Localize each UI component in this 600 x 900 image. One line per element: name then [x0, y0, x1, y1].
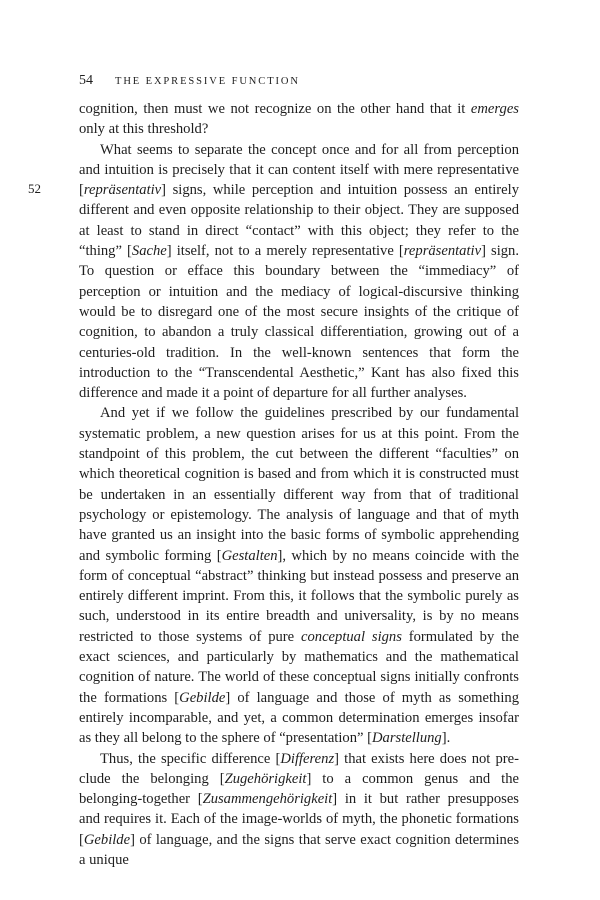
text-run: ] to a common genus and the belonging-together [ [79, 770, 519, 808]
paragraph [79, 403, 519, 748]
italic-term: emerges [470, 101, 519, 117]
text-run: only at this threshold? [79, 121, 209, 138]
running-title: THE EXPRESSIVE FUNCTION [115, 76, 300, 87]
text-run: ] itself, not to a merely representative [ [166, 243, 404, 260]
text-run: ] sign. To question or efface this boundary between the “immediacy” of perception or intuition and the mediacy of logical-discursive thinking would be to disregard one of the most secure insights of the critique of cognition, to abandon a truly classical differentiation, growing out of a centuries-old tradition. In the well-known sentences that form the introduction to the “Transcendental Aesthetic,” Kant has also fixed this difference and made it a point of departure for all further analyses. [79, 243, 519, 402]
body-text [79, 99, 519, 870]
text-run: And yet if we follow the guidelines prescribed by our fundamental systematic problem, a new question arises for us at this point. From the standpoint of this problem, the cut between the different “faculties” on which theoretical cognition is based and from which it is constructed must be undertaken in an essentially different way from that of traditional psychology or epistemology. The analysis of language and that of myth have granted us an insight into the basic forms of symbolic apprehending and symbolic forming [ [79, 405, 519, 564]
italic-term: repräsentativ [83, 182, 162, 199]
text-run: ], which by no means coincide with the form of conceptual “abstract” thinking but instead possess and preserve an entirely different imprint. From this, it follows that the symbolic purely as such, understood in its entire breadth and universality, is by no means restricted to those systems of pure [79, 547, 520, 645]
italic-term: Differenz [280, 750, 335, 767]
text-run: formulated by the exact sciences, and particularly by mathematics and the mathematical cognition of nature. The world of these conceptual signs initially confronts the formations [ [79, 628, 519, 706]
paragraph [79, 99, 519, 140]
text-run: ] in it but rather presupposes and requires it. Each of the image-worlds of myth, the phonetic formations [ [79, 791, 519, 848]
text-run: ]. [441, 730, 451, 747]
text-run: What seems to separate the concept once and for all from perception and intuition is precisely that it can content itself with mere representative [ [79, 141, 519, 199]
text-run: Thus, the specific difference [ [100, 750, 281, 767]
text-run: ] that exists here does not preclude the belonging [ [79, 750, 519, 787]
text-run: ] of language, and the signs that serve exact cognition determines a unique [79, 831, 519, 868]
italic-term: repräsentativ [403, 243, 482, 260]
italic-term: Sache [131, 243, 167, 260]
italic-term: Zugehörigkeit [224, 770, 307, 787]
italic-term: conceptual signs [301, 628, 402, 645]
italic-term: Gebilde [179, 689, 226, 706]
italic-term: Zusammengehörigkeit [202, 791, 333, 808]
text-run: ] of language and those of myth as something entirely incomparable, and yet, a common determination emerges insofar as they all belong to the sphere of “presentation” [ [79, 689, 519, 747]
text-run: cognition, then must we not recognize on the other hand that it [79, 101, 471, 117]
margin-page-reference: 52 [28, 181, 41, 196]
italic-term: Darstellung [372, 730, 442, 747]
text-run: ] signs, while perception and intuition possess an entirely different and even opposite relationship to their object. They are supposed at least to stand in direct “contact” with this object; they refer to the “thing” [ [79, 182, 519, 260]
italic-term: Gebilde [83, 831, 131, 848]
italic-term: Gestalten [221, 547, 278, 564]
running-head [79, 71, 300, 89]
paragraph [79, 140, 519, 404]
page-number: 54 [79, 73, 93, 88]
paragraph [79, 749, 519, 871]
